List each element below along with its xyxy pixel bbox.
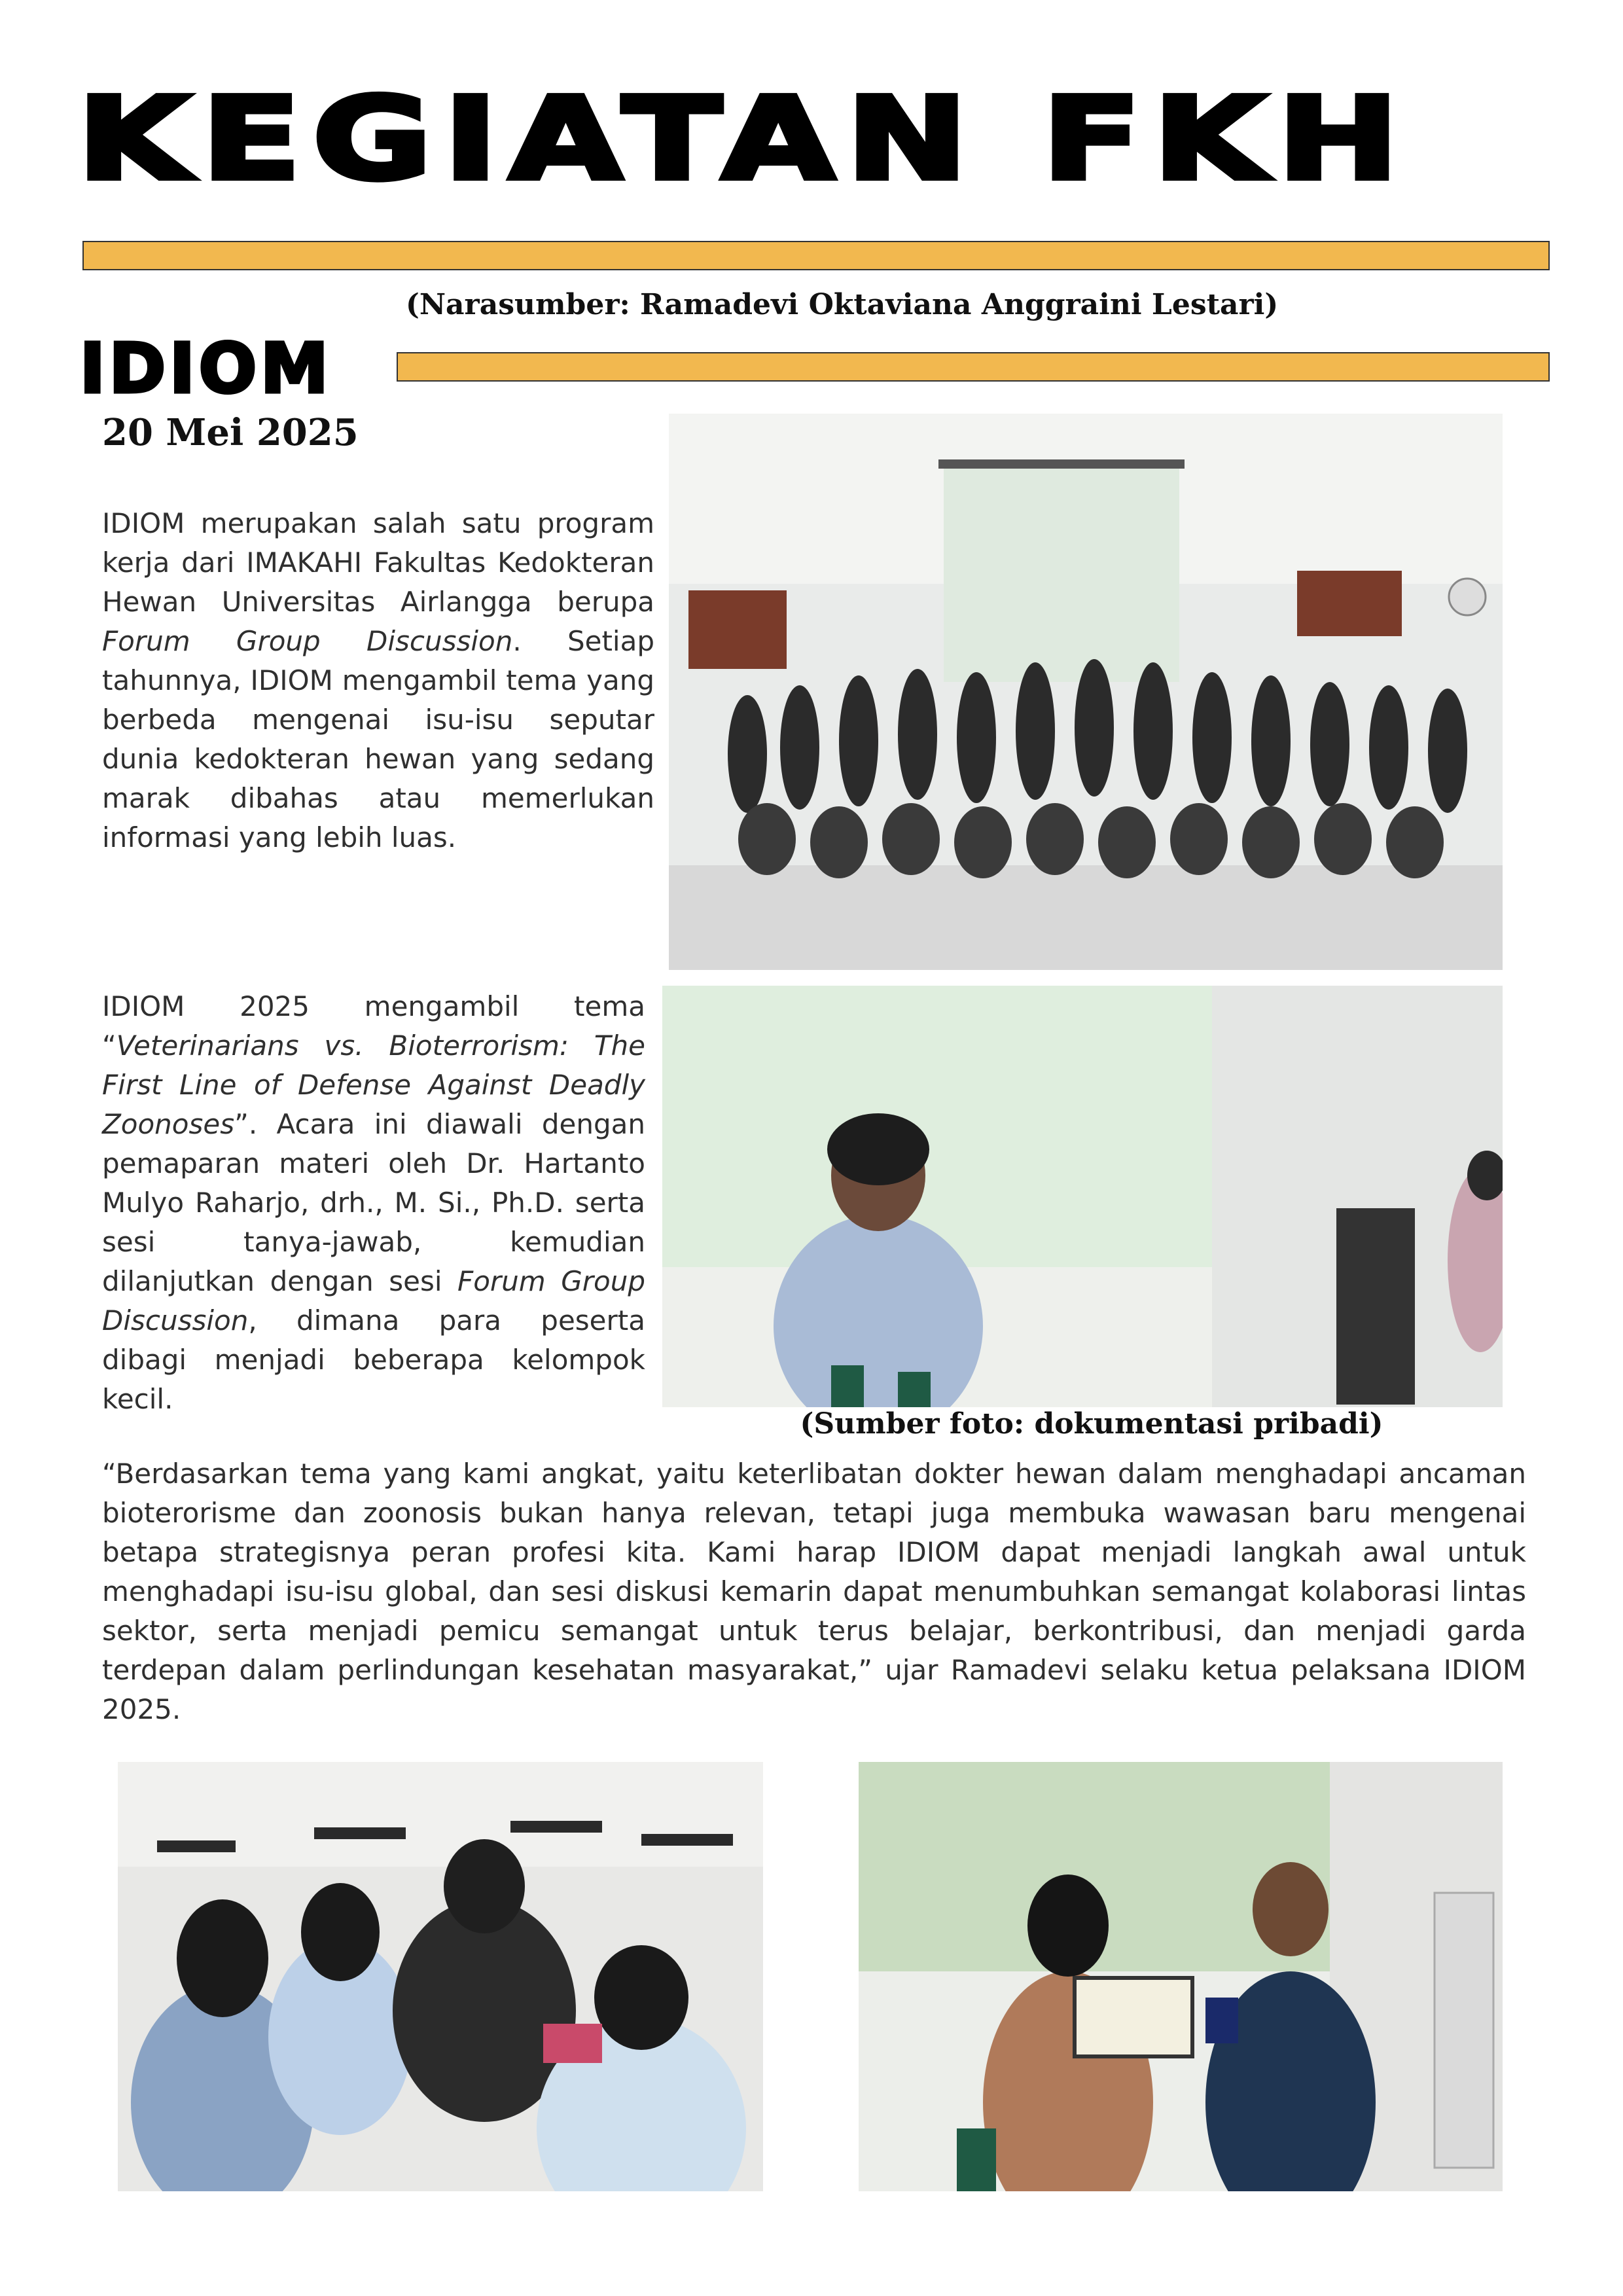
accent-bar-section [397, 352, 1550, 382]
photo-caption: (Sumber foto: dokumentasi pribadi) [800, 1407, 1383, 1441]
paragraph-text: , dimana para peserta dibagi menjadi beberapa kelompok kecil. [102, 1304, 645, 1415]
certificate-photo [859, 1762, 1503, 2191]
paragraph-italic-text: Veterinarians vs. Bioterrorism: The First Line of Defense Against Deadly Zoonoses [102, 1030, 645, 1140]
paragraph-text: IDIOM 2025 mengambil tema “ [102, 990, 645, 1062]
paragraph-italic-text: Forum Group Discussion [102, 625, 513, 657]
paragraph-text: ”. Acara ini diawali dengan pemaparan materi oleh Dr. Hartanto Mulyo Raharjo, drh., M. Si., Ph.D. serta sesi tanya-jawab, kemudian dilanjutkan dengan sesi [102, 1108, 645, 1297]
page-title: KEGIATAN FKH [77, 73, 1411, 206]
group-photo [669, 414, 1503, 970]
paragraph-text: . Setiap tahunnya, IDIOM mengambil tema yang berbeda mengenai isu-isu seputar dunia kedokteran hewan yang sedang marak dibahas atau memerlukan informasi yang lebih luas. [102, 625, 654, 853]
article-paragraph-2 [102, 987, 645, 1419]
event-date: 20 Mei 2025 [102, 411, 359, 454]
paragraph-italic-text: Forum Group Discussion [102, 1265, 645, 1336]
paragraph-text: IDIOM merupakan salah satu program kerja dari IMAKAHI Fakultas Kedokteran Hewan Universitas Airlangga berupa [102, 507, 654, 618]
article-paragraph-1 [102, 504, 654, 857]
source-note: (Narasumber: Ramadevi Oktaviana Anggraini Lestari) [406, 288, 1279, 321]
article-paragraph-3: “Berdasarkan tema yang kami angkat, yaitu keterlibatan dokter hewan dalam menghadapi ancaman bioterorisme dan zoonosis bukan hanya relevan, tetapi juga membuka wawasan baru mengenai betapa strategisnya peran profesi kita. Kami harap IDIOM dapat menjadi langkah awal untuk menghadapi isu-isu global, dan sesi diskusi kemarin dapat menumbuhkan semangat kolaborasi lintas sektor, serta menjadi pemicu semangat untuk terus belajar, berkontribusi, dan menjadi garda terdepan dalam perlindungan kesehatan masyarakat,” ujar Ramadevi selaku ketua pelaksana IDIOM 2025. [102, 1458, 1526, 1725]
speaker-photo [662, 986, 1503, 1407]
section-title: IDIOM [80, 329, 332, 408]
accent-bar-top [82, 241, 1550, 270]
discussion-photo [118, 1762, 763, 2191]
